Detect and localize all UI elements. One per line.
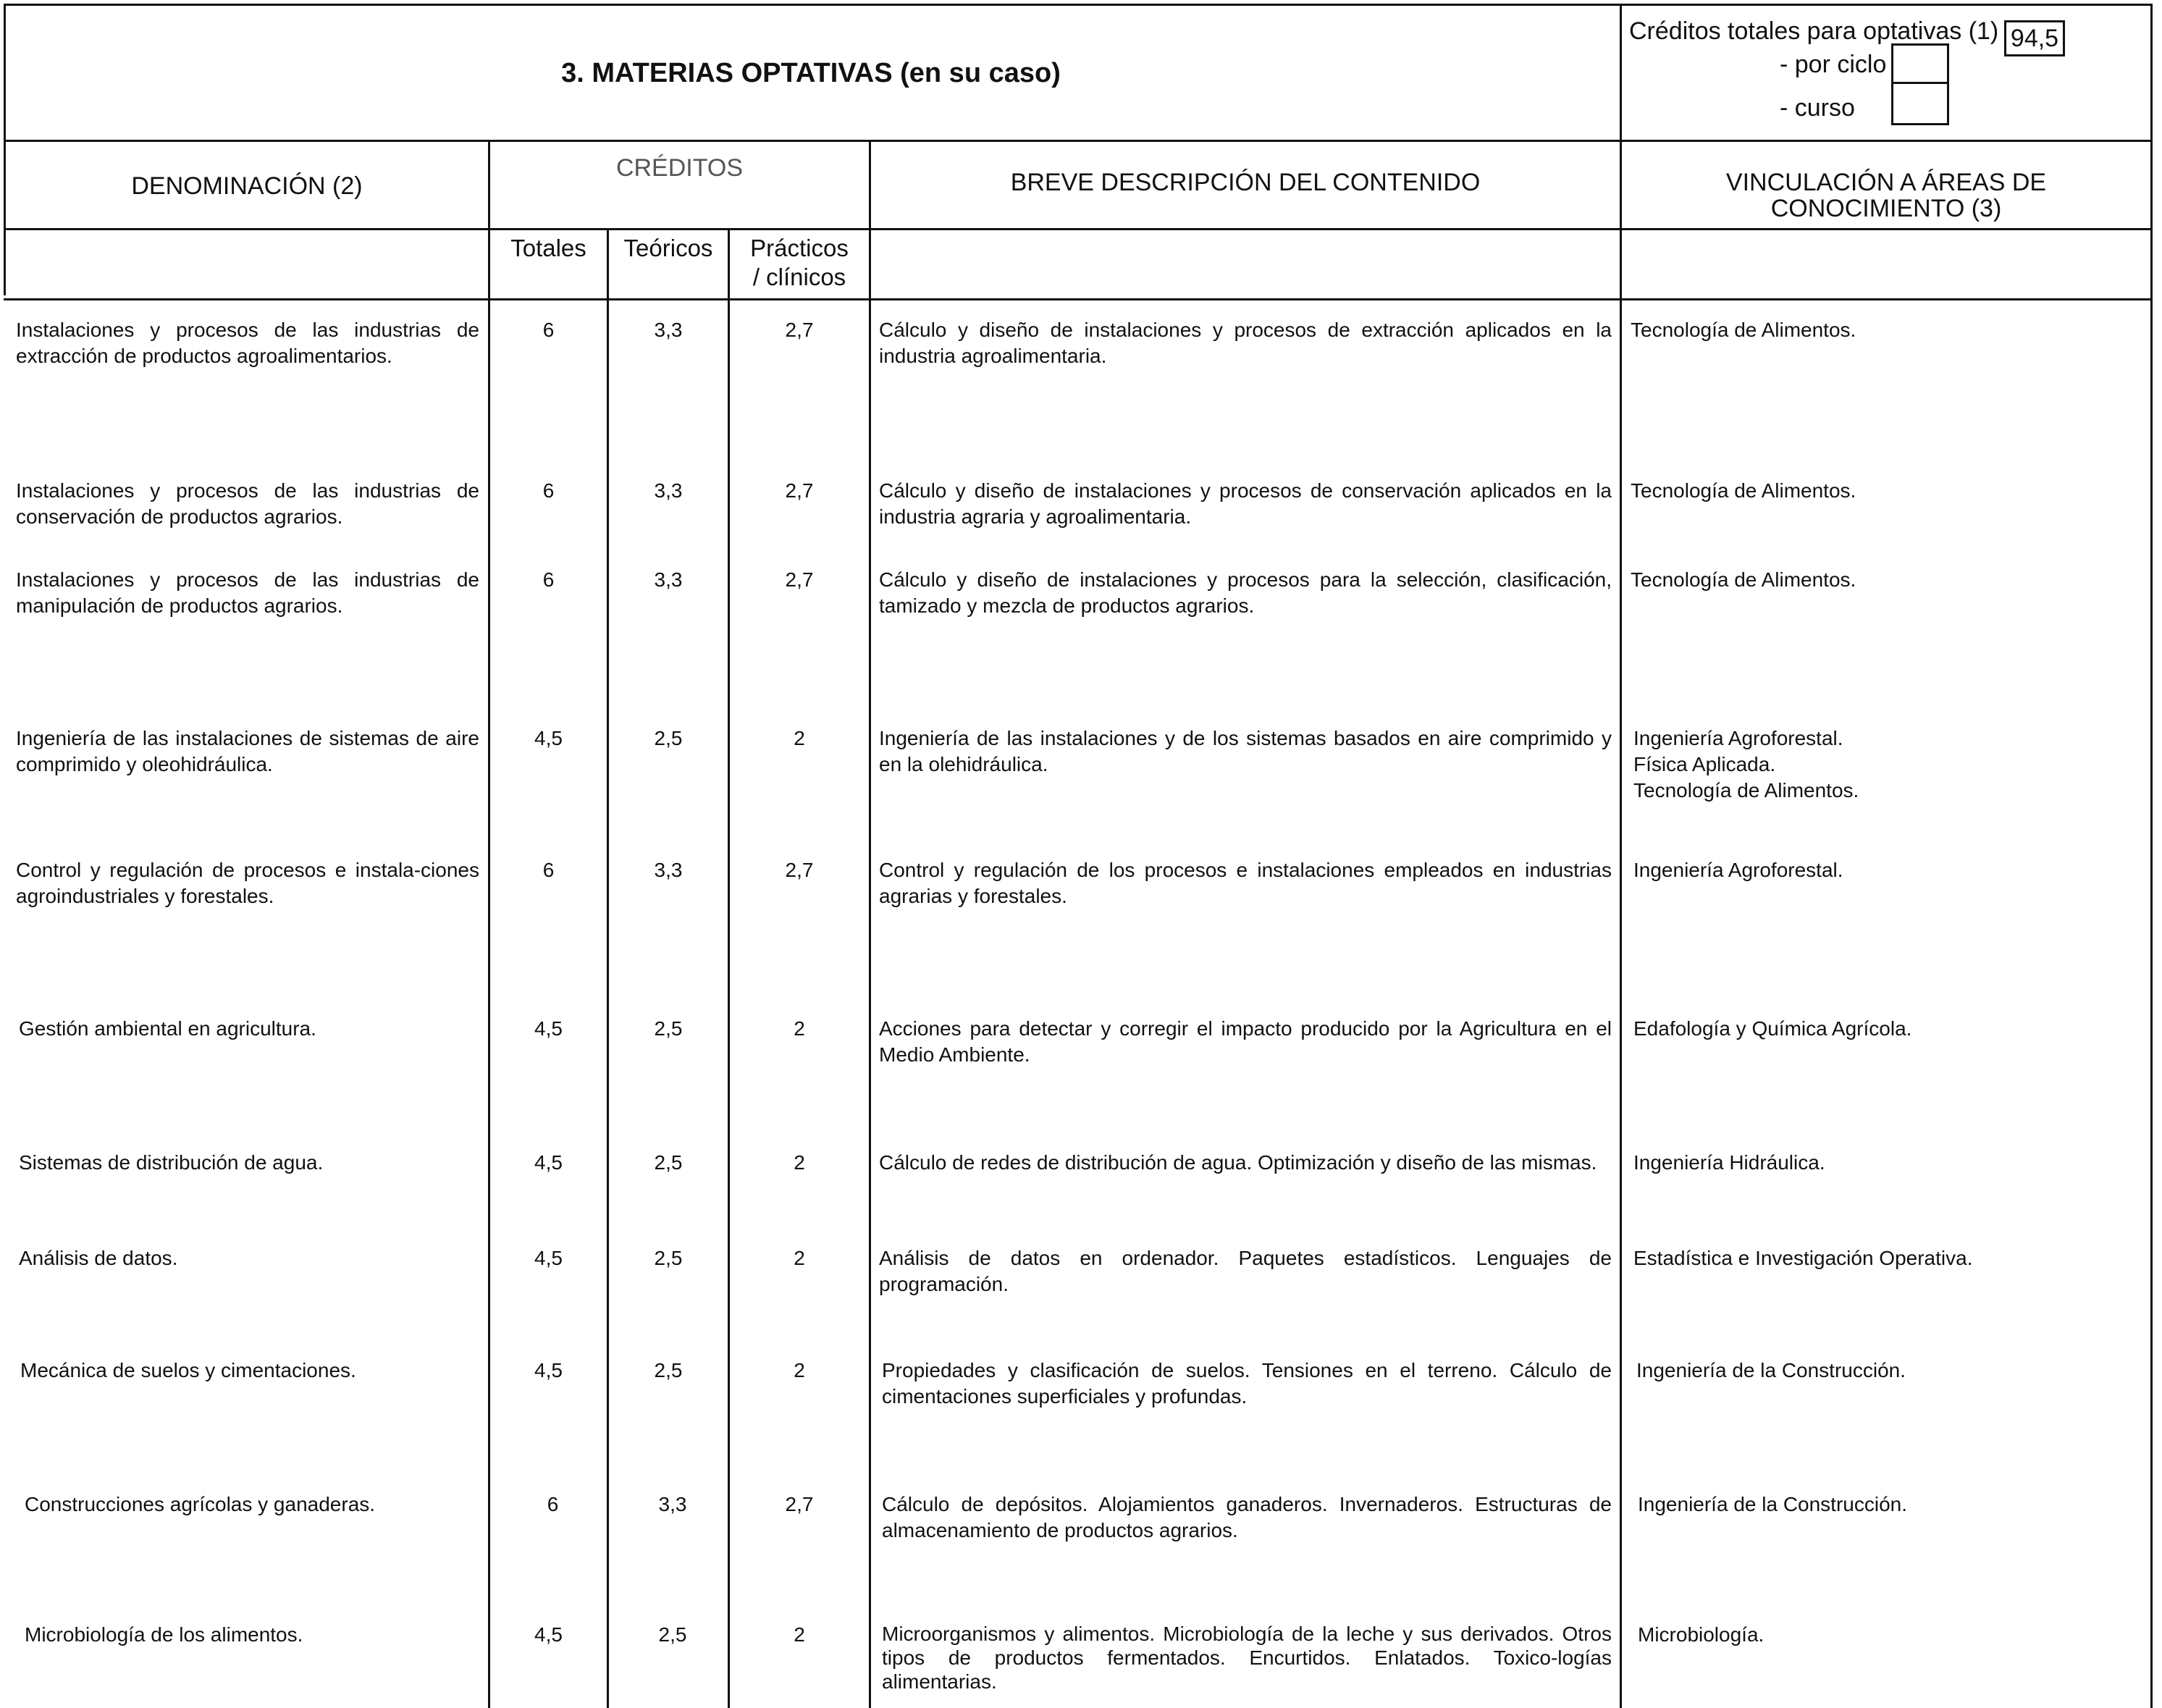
row-teoricos: 2,5 bbox=[658, 1623, 687, 1646]
row-descripcion: Cálculo y diseño de instalaciones y procesos de conservación aplicados en la industria agraria y agroalimentaria. bbox=[879, 479, 1612, 528]
row-practicos: 2,7 bbox=[785, 1493, 814, 1515]
row-practicos: 2,7 bbox=[785, 319, 814, 341]
row-totales: 6 bbox=[542, 319, 555, 341]
column-header-denominacion: DENOMINACIÓN (2) bbox=[131, 172, 363, 200]
row-denominacion: Gestión ambiental en agricultura. bbox=[19, 1017, 316, 1040]
row-totales: 4,5 bbox=[534, 1151, 563, 1174]
credits-total-value: 94,5 bbox=[2010, 24, 2059, 52]
row-totales: 6 bbox=[542, 859, 555, 881]
row-area: Ingeniería de la Construcción. bbox=[1638, 1493, 1907, 1515]
practicos-line-1: Prácticos bbox=[750, 235, 849, 261]
row-denominacion: Sistemas de distribución de agua. bbox=[19, 1151, 324, 1174]
header-bottom-border bbox=[4, 140, 2153, 142]
per-cycle-value-box bbox=[1891, 43, 1949, 84]
row-denominacion: Instalaciones y procesos de las industrias de conservación de productos agrarios. bbox=[16, 479, 479, 528]
row-totales: 6 bbox=[542, 568, 555, 591]
row-practicos: 2 bbox=[794, 1623, 805, 1646]
row-area: Ingeniería Hidráulica. bbox=[1633, 1151, 1825, 1174]
practicos-line-2: / clínicos bbox=[752, 264, 846, 290]
subheader-totales: Totales bbox=[510, 235, 586, 261]
col-divider-teoricos bbox=[728, 228, 730, 1708]
row-area: Tecnología de Alimentos. bbox=[1631, 319, 1856, 341]
row-totales: 4,5 bbox=[534, 1247, 563, 1269]
credits-total-label: Créditos totales para optativas (1) bbox=[1629, 17, 1999, 45]
row-teoricos: 3,3 bbox=[654, 479, 683, 502]
row-teoricos: 3,3 bbox=[658, 1493, 687, 1515]
page-title: 3. MATERIAS OPTATIVAS (en su caso) bbox=[561, 58, 1061, 88]
table-top-border bbox=[4, 4, 2153, 6]
row-area: Tecnología de Alimentos. bbox=[1633, 779, 1859, 802]
column-header-descripcion: BREVE DESCRIPCIÓN DEL CONTENIDO bbox=[1010, 169, 1481, 196]
col-divider-descripcion bbox=[1620, 140, 1622, 1708]
row-practicos: 2,7 bbox=[785, 859, 814, 881]
row-practicos: 2,7 bbox=[785, 568, 814, 591]
row-descripcion: Análisis de datos en ordenador. Paquetes estadísticos. Lenguajes de programación. bbox=[879, 1247, 1612, 1295]
row-teoricos: 2,5 bbox=[654, 1017, 683, 1040]
row-practicos: 2 bbox=[794, 1151, 805, 1174]
subheader-practicos bbox=[730, 234, 869, 292]
row-totales: 6 bbox=[547, 1493, 559, 1515]
row-practicos: 2 bbox=[794, 1247, 805, 1269]
row-descripcion: Cálculo y diseño de instalaciones y procesos de extracción aplicados en la industria agroalimentaria. bbox=[879, 319, 1612, 367]
row-teoricos: 2,5 bbox=[654, 1359, 683, 1381]
row-denominacion: Instalaciones y procesos de las industrias de manipulación de productos agrarios. bbox=[16, 568, 479, 617]
row-denominacion: Ingeniería de las instalaciones de sistemas de aire comprimido y oleohidráulica. bbox=[16, 727, 479, 775]
row-area: Ingeniería Agroforestal. bbox=[1633, 727, 1843, 749]
row-denominacion: Control y regulación de procesos e instala-ciones agroindustriales y forestales. bbox=[16, 859, 479, 907]
row-totales: 4,5 bbox=[534, 1623, 563, 1646]
row-teoricos: 2,5 bbox=[654, 1247, 683, 1269]
credits-total-value-box bbox=[2004, 20, 2065, 56]
row-descripcion: Ingeniería de las instalaciones y de los sistemas basados en aire comprimido y en la olehidráulica. bbox=[879, 727, 1612, 775]
row-teoricos: 2,5 bbox=[654, 727, 683, 749]
row-teoricos: 2,5 bbox=[654, 1151, 683, 1174]
row-area: Ingeniería de la Construcción. bbox=[1636, 1359, 1906, 1381]
col-divider-practicos bbox=[869, 140, 871, 1708]
row-totales: 4,5 bbox=[534, 1017, 563, 1040]
row-totales: 4,5 bbox=[534, 1359, 563, 1381]
row-area: Física Aplicada. bbox=[1633, 753, 1776, 775]
row-descripcion: Microorganismos y alimentos. Microbiología de la leche y sus derivados. Otros tipos de productos fermentados. Encurtidos. Enlatados. Toxico-logías alimentarias. bbox=[882, 1623, 1612, 1693]
row-descripcion: Control y regulación de los procesos e instalaciones empleados en industrias agrarias y forestales. bbox=[879, 859, 1612, 907]
row-totales: 6 bbox=[542, 479, 555, 502]
column-header-creditos: CRÉDITOS bbox=[615, 154, 744, 182]
col-divider-totales bbox=[607, 228, 609, 1708]
row-teoricos: 3,3 bbox=[654, 859, 683, 881]
row-area-list bbox=[1633, 725, 2140, 804]
per-course-label: - curso bbox=[1780, 94, 1855, 122]
row-descripcion: Acciones para detectar y corregir el impacto producido por la Agricultura en el Medio Ambiente. bbox=[879, 1017, 1612, 1066]
column-header-vinculacion bbox=[1622, 168, 2150, 220]
row-descripcion: Propiedades y clasificación de suelos. Tensiones en el terreno. Cálculo de cimentaciones superficiales y profundas. bbox=[882, 1359, 1612, 1408]
row-teoricos: 3,3 bbox=[654, 319, 683, 341]
row-practicos: 2 bbox=[794, 1359, 805, 1381]
table-right-border bbox=[2150, 4, 2153, 1708]
col-divider-denominacion bbox=[488, 140, 490, 1708]
row-denominacion: Microbiología de los alimentos. bbox=[25, 1623, 303, 1646]
row-area: Tecnología de Alimentos. bbox=[1631, 568, 1856, 591]
row-practicos: 2 bbox=[794, 727, 805, 749]
row-denominacion: Mecánica de suelos y cimentaciones. bbox=[20, 1359, 356, 1381]
row-descripcion: Cálculo y diseño de instalaciones y procesos para la selección, clasificación, tamizado y mezcla de productos agrarios. bbox=[879, 568, 1612, 617]
row-area: Estadística e Investigación Operativa. bbox=[1633, 1247, 1973, 1269]
row-area: Microbiología. bbox=[1638, 1623, 1764, 1646]
row-denominacion: Análisis de datos. bbox=[19, 1247, 178, 1269]
row-area: Ingeniería Agroforestal. bbox=[1633, 859, 1843, 881]
row-teoricos: 3,3 bbox=[654, 568, 683, 591]
vinculacion-line-1: VINCULACIÓN A ÁREAS DE bbox=[1725, 169, 2047, 196]
row-totales: 4,5 bbox=[534, 727, 563, 749]
row-area: Edafología y Química Agrícola. bbox=[1633, 1017, 1912, 1040]
row-descripcion: Cálculo de depósitos. Alojamientos ganaderos. Invernaderos. Estructuras de almacenamiento de productos agrarios. bbox=[882, 1493, 1612, 1541]
row-denominacion: Construcciones agrícolas y ganaderas. bbox=[25, 1493, 376, 1515]
per-cycle-label: - por ciclo bbox=[1780, 51, 1887, 78]
subheader-teoricos: Teóricos bbox=[623, 235, 713, 261]
row-descripcion: Cálculo de redes de distribución de agua. Optimización y diseño de las mismas. bbox=[879, 1151, 1597, 1174]
subheader-bottom-border bbox=[4, 298, 2153, 300]
table-left-border bbox=[4, 4, 6, 295]
row-practicos: 2,7 bbox=[785, 479, 814, 502]
row-area: Tecnología de Alimentos. bbox=[1631, 479, 1856, 502]
vinculacion-line-2: CONOCIMIENTO (3) bbox=[1770, 195, 2002, 222]
column-header-bottom-border bbox=[4, 228, 2153, 230]
row-denominacion: Instalaciones y procesos de las industrias de extracción de productos agroalimentarios. bbox=[16, 319, 479, 367]
per-course-value-box bbox=[1891, 82, 1949, 125]
row-practicos: 2 bbox=[794, 1017, 805, 1040]
creditos-divider bbox=[488, 228, 869, 230]
